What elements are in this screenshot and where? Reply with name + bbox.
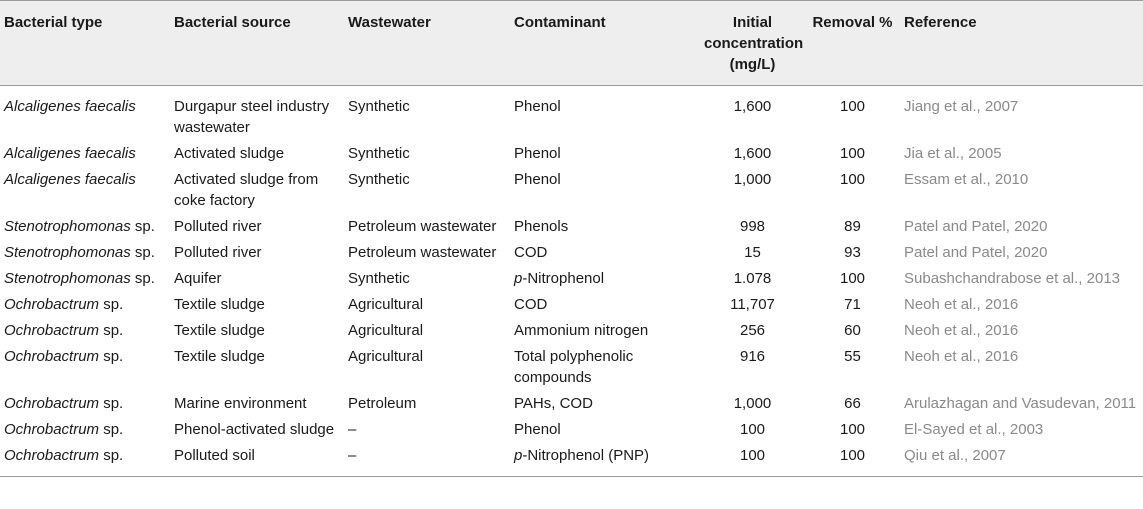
bacterial-genus: Alcaligenes faecalis [4, 171, 136, 188]
cell-bacterial-type [0, 214, 170, 240]
contaminant-name: PAHs, COD [514, 395, 593, 412]
cell-wastewater: Synthetic [348, 98, 410, 115]
cell-reference: Patel and Patel, 2020 [904, 244, 1048, 261]
table-row [0, 214, 1143, 240]
cell-contaminant [510, 86, 700, 142]
cell-contaminant [510, 141, 700, 167]
bacterial-genus: Ochrobactrum [4, 395, 100, 412]
table-row [0, 292, 1143, 318]
cell-bacterial-type [0, 292, 170, 318]
table-row [0, 417, 1143, 443]
cell-removal-percent: 100 [839, 171, 866, 188]
cell-removal-percent: 71 [844, 296, 861, 313]
contaminant-prefix: p [514, 447, 523, 464]
cell-contaminant [510, 292, 700, 318]
cell-reference: El-Sayed et al., 2003 [904, 421, 1044, 438]
cell-wastewater: Petroleum wastewater [348, 218, 497, 235]
cell-contaminant [510, 167, 700, 214]
contaminant-name: -Nitrophenol (PNP) [522, 447, 650, 464]
cell-wastewater: – [344, 443, 510, 477]
header-reference: Reference [900, 1, 1143, 86]
cell-contaminant [510, 443, 700, 477]
cell-removal-percent: 60 [844, 322, 861, 339]
cell-reference: Arulazhagan and Vasudevan, 2011 [904, 395, 1137, 412]
cell-reference: Neoh et al., 2016 [904, 322, 1019, 339]
contaminant-name: COD [514, 244, 548, 261]
cell-initial-concentration: 1.078 [733, 270, 772, 287]
bacterial-species-suffix: sp. [99, 322, 124, 339]
header-wastewater: Wastewater [344, 1, 510, 86]
cell-bacterial-type [0, 344, 170, 391]
header-initial-concentration: Initial concentration (mg/L) [700, 1, 805, 86]
contaminant-name: Phenol [514, 421, 561, 438]
cell-contaminant [510, 417, 700, 443]
bacterial-species-suffix: sp. [130, 218, 155, 235]
cell-bacterial-source: Durgapur steel industry wastewater [174, 98, 330, 136]
cell-bacterial-source: Aquifer [174, 270, 222, 287]
cell-bacterial-type [0, 141, 170, 167]
cell-removal-percent: 55 [844, 348, 861, 365]
bacterial-species-suffix: sp. [130, 244, 155, 261]
cell-bacterial-source: Phenol-activated sludge [174, 421, 335, 438]
cell-bacterial-source: Textile sludge [174, 296, 265, 313]
cell-wastewater: Agricultural [348, 296, 424, 313]
cell-bacterial-source: Polluted river [174, 244, 262, 261]
bacterial-species-suffix: sp. [99, 296, 124, 313]
bacterial-genus: Stenotrophomonas [4, 218, 131, 235]
cell-initial-concentration: 1,600 [733, 98, 772, 115]
bacterial-species-suffix: sp. [99, 447, 124, 464]
cell-wastewater: Petroleum wastewater [348, 244, 497, 261]
cell-reference: Essam et al., 2010 [904, 171, 1029, 188]
cell-removal-percent: 93 [844, 244, 861, 261]
bacterial-species-suffix: sp. [99, 395, 124, 412]
cell-wastewater: – [348, 421, 357, 438]
cell-removal-percent: 100 [805, 443, 900, 477]
cell-removal-percent: 100 [839, 145, 866, 162]
cell-wastewater: Agricultural [348, 322, 424, 339]
cell-reference: Jia et al., 2005 [904, 145, 1002, 162]
contaminant-prefix: p [514, 270, 523, 287]
cell-bacterial-type [0, 86, 170, 142]
cell-removal-percent: 66 [844, 395, 861, 412]
table-header-row [0, 1, 1143, 86]
header-bacterial-type: Bacterial type [0, 1, 170, 86]
cell-contaminant [510, 240, 700, 266]
header-bacterial-source: Bacterial source [170, 1, 344, 86]
table-row [0, 266, 1143, 292]
cell-removal-percent: 100 [839, 98, 866, 115]
bacterial-genus: Ochrobactrum [4, 421, 100, 438]
cell-bacterial-type [0, 443, 170, 477]
contaminant-name: Phenol [514, 145, 561, 162]
bacterial-species-suffix: sp. [99, 348, 124, 365]
cell-bacterial-type [0, 318, 170, 344]
bacterial-genus: Alcaligenes faecalis [4, 98, 136, 115]
cell-wastewater: Agricultural [348, 348, 424, 365]
cell-contaminant [510, 391, 700, 417]
cell-removal-percent: 100 [839, 270, 866, 287]
contaminant-name: COD [514, 296, 548, 313]
cell-initial-concentration: 11,707 [730, 296, 775, 313]
cell-initial-concentration: 100 [700, 443, 805, 477]
cell-bacterial-type [0, 240, 170, 266]
header-contaminant: Contaminant [510, 1, 700, 86]
cell-initial-concentration: 1,000 [733, 395, 772, 412]
table-row [0, 86, 1143, 142]
bacterial-genus: Ochrobactrum [4, 447, 100, 464]
cell-contaminant [510, 344, 700, 391]
cell-reference: Neoh et al., 2016 [904, 348, 1019, 365]
cell-wastewater: Petroleum [348, 395, 417, 412]
cell-reference: Jiang et al., 2007 [904, 98, 1019, 115]
cell-wastewater: Synthetic [348, 145, 410, 162]
cell-initial-concentration: 256 [739, 322, 766, 339]
cell-bacterial-source: Activated sludge from coke factory [174, 171, 319, 209]
cell-bacterial-type [0, 417, 170, 443]
bacterial-genus: Stenotrophomonas [4, 270, 131, 287]
table-row [0, 443, 1143, 477]
bacterial-species-suffix: sp. [130, 270, 155, 287]
cell-initial-concentration: 100 [739, 421, 766, 438]
bacterial-genus: Stenotrophomonas [4, 244, 131, 261]
bacterial-genus: Alcaligenes faecalis [4, 145, 136, 162]
header-removal: Removal % [805, 1, 900, 86]
cell-initial-concentration: 916 [739, 348, 766, 365]
bacterial-genus: Ochrobactrum [4, 348, 100, 365]
cell-bacterial-type [0, 266, 170, 292]
cell-wastewater: Synthetic [348, 171, 410, 188]
contaminant-name: Phenols [514, 218, 569, 235]
table-row [0, 344, 1143, 391]
bacterial-species-suffix: sp. [99, 421, 124, 438]
cell-removal-percent: 100 [839, 421, 866, 438]
cell-bacterial-source: Polluted river [174, 218, 262, 235]
cell-wastewater: Synthetic [348, 270, 410, 287]
table-row [0, 318, 1143, 344]
table-row [0, 391, 1143, 417]
contaminant-name: Total polyphenolic compounds [514, 348, 634, 386]
table-row [0, 167, 1143, 214]
cell-initial-concentration: 998 [739, 218, 766, 235]
contaminant-name: -Nitrophenol [522, 270, 605, 287]
cell-bacterial-source: Activated sludge [174, 145, 285, 162]
cell-reference: Subashchandrabose et al., 2013 [904, 270, 1120, 287]
cell-contaminant [510, 318, 700, 344]
cell-bacterial-source: Polluted soil [170, 443, 344, 477]
contaminant-name: Ammonium nitrogen [514, 322, 649, 339]
cell-removal-percent: 89 [844, 218, 861, 235]
cell-bacterial-source: Textile sludge [174, 348, 265, 365]
cell-contaminant [510, 214, 700, 240]
cell-initial-concentration: 1,600 [733, 145, 772, 162]
cell-contaminant [510, 266, 700, 292]
table-row [0, 240, 1143, 266]
cell-initial-concentration: 15 [744, 244, 761, 261]
contaminant-name: Phenol [514, 171, 561, 188]
cell-bacterial-type [0, 391, 170, 417]
cell-bacterial-source: Textile sludge [174, 322, 265, 339]
bacterial-genus: Ochrobactrum [4, 296, 100, 313]
cell-bacterial-source: Marine environment [174, 395, 307, 412]
contaminant-name: Phenol [514, 98, 561, 115]
cell-bacterial-type [0, 167, 170, 214]
table-row [0, 141, 1143, 167]
cell-reference: Patel and Patel, 2020 [904, 218, 1048, 235]
cell-reference: Neoh et al., 2016 [904, 296, 1019, 313]
cell-initial-concentration: 1,000 [733, 171, 772, 188]
cell-reference: Qiu et al., 2007 [900, 443, 1143, 477]
bacterial-genus: Ochrobactrum [4, 322, 100, 339]
